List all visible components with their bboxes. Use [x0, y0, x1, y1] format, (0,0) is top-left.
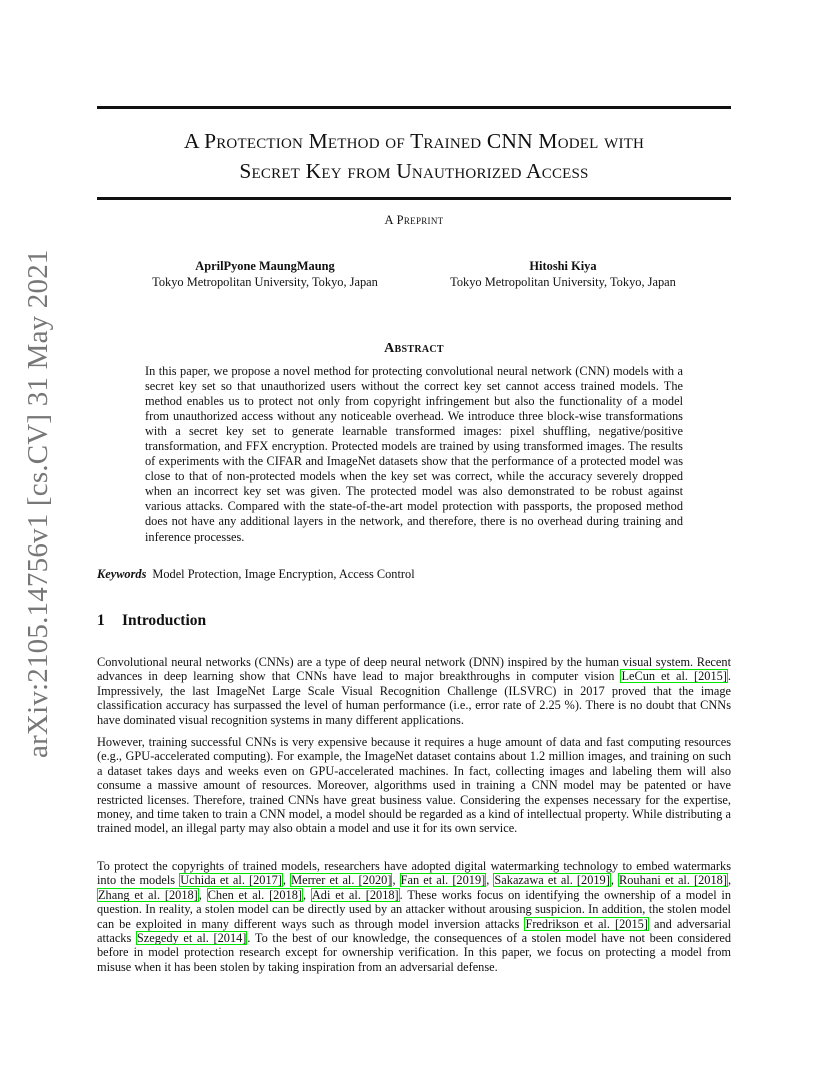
citation-link[interactable]: Sakazawa et al. [2019]: [494, 873, 610, 888]
arxiv-identifier: arXiv:2105.14756v1 [cs.CV] 31 May 2021: [22, 249, 54, 758]
paragraph-text: . To the best of our knowledge, the consequences of a stolen model have not been considered before in model protection research except for ownership verification. In this paper, we focus on protecting a model from misuse when it has been stolen by taking inspiration from an adversarial defense.: [97, 931, 732, 974]
separator: ,: [610, 873, 619, 888]
abstract-text: In this paper, we propose a novel method for protecting convolutional neural network (CNN) models with a secret key set so that unauthorized users without the correct key set cannot access trained models. The method enables us to protect not only from copyright infringement but also the functionality of a model from unauthorized access without any noticeable overhead. We introduce three block-wise transformations with a secret key set to generate learnable transformed images: pixel shuffling, negative/positive transformation, and FFX encryption. Protected models are trained by using transformed images. The results of experiments with the CIFAR and ImageNet datasets show that the performance of a protected model was close to that of non-protected models when the key set was correct, while the accuracy severely dropped when an incorrect key set was given. The protected model was also demonstrated to be robust against various attacks. Compared with the state-of-the-art model protection with passports, the proposed method does not have any additional layers in the network, and therefore, there is no overhead during training and inference processes.: [145, 364, 683, 544]
paper-title: [97, 126, 731, 186]
citation-link[interactable]: LeCun et al. [2015]: [621, 669, 727, 684]
citation-link[interactable]: Merrer et al. [2020]: [291, 873, 392, 888]
author-name: Hitoshi Kiya: [529, 259, 597, 273]
paper-title-line-1: A Protection Method of Trained CNN Model with: [183, 129, 645, 153]
separator: ,: [486, 873, 494, 888]
title-rule-top: [97, 106, 731, 109]
keywords-label: Keywords: [97, 567, 147, 581]
separator: ,: [302, 887, 311, 902]
citation-link[interactable]: Szegedy et al. [2014]: [136, 931, 247, 946]
citation-link[interactable]: Zhang et al. [2018]: [98, 887, 198, 902]
paragraph-text: To protect the copyrights of trained models, researchers have adopted digital watermarking technology to embed watermarks into the models: [97, 859, 731, 888]
separator: ,: [727, 873, 732, 888]
citation-link[interactable]: Uchida et al. [2017]: [180, 873, 282, 888]
separator: ,: [282, 873, 291, 888]
intro-paragraph-3: [97, 859, 731, 974]
section-title: Introduction: [122, 612, 207, 629]
paragraph-text: . Impressively, the last ImageNet Large Scale Visual Recognition Challenge (ILSVRC) in 2017 proved that the image classification accuracy has surpassed the level of human performance (i.e., error rate of 2.25 %). There is no doubt that CNNs have dominated visual recognition systems in many different applications.: [97, 669, 731, 727]
paragraph-text: However, training successful CNNs is very expensive because it requires a huge amount of data and fast computing resources (e.g., GPU-accelerated computing). For example, the ImageNet dataset contains about 1.2 million images, and training on such a dataset takes days and weeks even on GPU-accelerated machines. In fact, collecting images and labeling them will also consume a massive amount of resources. Moreover, algorithms used in training a CNN model may be patented or have restricted licenses. Therefore, trained CNNs have great business value. Considering the expenses necessary for the expertise, money, and time taken to train a CNN model, a model should be regarded as a kind of intellectual property. While distributing a trained model, an illegal party may also obtain a model and use it for its own service.: [97, 735, 731, 836]
section-number: 1: [97, 612, 105, 629]
paper-title-line-2: Secret Key from Unauthorized Access: [239, 159, 589, 183]
author-block-2: [418, 258, 708, 290]
paragraph-text: and adversarial attacks: [97, 916, 731, 946]
section-heading-introduction: [97, 612, 206, 630]
citation-link[interactable]: Rouhani et al. [2018]: [619, 873, 727, 888]
abstract-heading: Abstract: [384, 341, 444, 356]
intro-paragraph-1: [97, 655, 731, 727]
title-rule-bottom: [97, 197, 731, 200]
citation-link[interactable]: Fredrikson et al. [2015]: [525, 916, 648, 931]
author-name: AprilPyone MaungMaung: [195, 259, 335, 273]
intro-paragraph-2: [97, 735, 731, 836]
preprint-label: A Preprint: [384, 213, 444, 227]
keywords-line: [97, 567, 415, 582]
paragraph-text: . These works focus on identifying the ownership of a model in question. In reality, a stolen model can be directly used by an attacker without arousing suspicion. In addition, the stolen model can be exploited in many different ways such as through model inversion attacks: [97, 887, 732, 931]
citation-link[interactable]: Fan et al. [2019]: [400, 873, 486, 888]
separator: ,: [198, 887, 207, 902]
author-block-1: [120, 258, 410, 290]
paragraph-text: Convolutional neural networks (CNNs) are a type of deep neural network (DNN) inspired by the human visual system. Recent advances in deep learning show that CNNs have lead to major breakthroughs in computer vision: [97, 655, 731, 684]
author-affiliation: Tokyo Metropolitan University, Tokyo, Japan: [450, 275, 676, 289]
separator: ,: [392, 873, 400, 888]
author-affiliation: Tokyo Metropolitan University, Tokyo, Japan: [152, 275, 378, 289]
citation-link[interactable]: Adi et al. [2018]: [311, 887, 399, 902]
citation-link[interactable]: Chen et al. [2018]: [207, 887, 302, 902]
keywords-text: Model Protection, Image Encryption, Access Control: [152, 567, 415, 581]
